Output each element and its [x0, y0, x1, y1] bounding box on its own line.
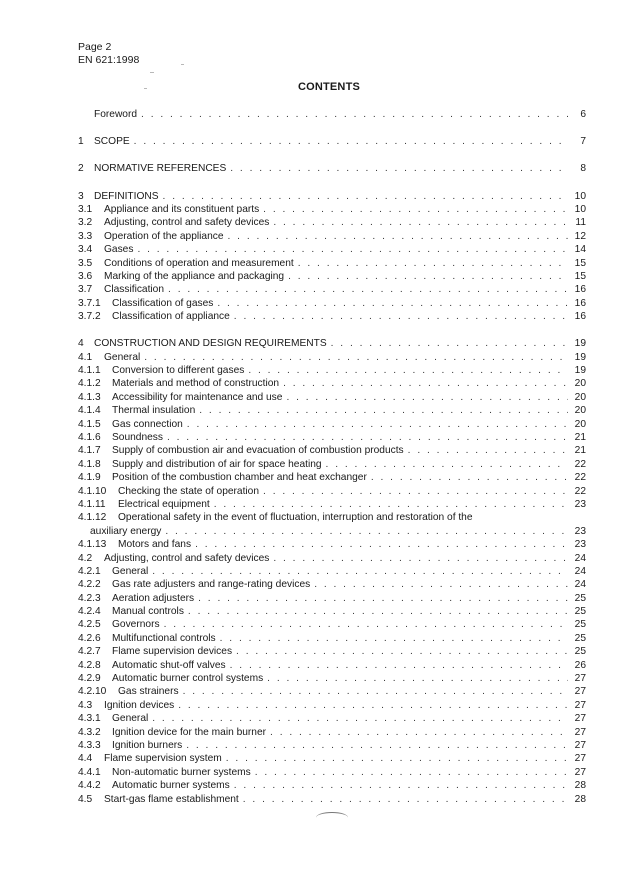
scan-speck — [150, 72, 154, 73]
toc-entry-number: 4.2.8 — [78, 659, 101, 671]
toc-entry-page: 28 — [574, 780, 586, 792]
toc-entry-page: 27 — [574, 766, 586, 778]
dot-leader — [255, 766, 568, 779]
dot-leader — [234, 779, 568, 792]
toc-entry-title: Flame supervision devices — [112, 646, 233, 658]
toc-entry-number: 4.1.9 — [78, 472, 101, 484]
toc-entry-number: 4.2.4 — [78, 606, 101, 618]
toc-entry — [78, 270, 586, 283]
toc-entry — [78, 391, 586, 404]
toc-entry-title: Soundness — [112, 432, 163, 443]
toc-entry-title: CONSTRUCTION AND DESIGN REQUIREMENTS — [94, 338, 327, 350]
toc-entry-page: 19 — [574, 351, 586, 363]
toc-entry-page: 23 — [574, 539, 586, 551]
toc-entry-page: 25 — [574, 646, 586, 658]
toc-entry-page: 20 — [574, 391, 586, 403]
toc-entry-title: Gases — [104, 244, 134, 256]
toc-entry-number: 3.7.1 — [78, 297, 101, 309]
toc-entry-number: 3.7 — [78, 284, 93, 296]
toc-entry-number: 4.1.2 — [78, 378, 101, 390]
toc-entry — [78, 739, 586, 752]
toc-entry — [78, 404, 586, 417]
toc-entry-page: 11 — [575, 217, 586, 229]
toc-entry-number: 1 — [78, 136, 84, 148]
toc-entry-page: 12 — [574, 230, 586, 242]
toc-entry-page: 24 — [574, 579, 586, 591]
toc-entry — [78, 538, 586, 551]
toc-entry-page: 24 — [574, 565, 586, 577]
toc-entry-title: Supply and distribution of air for space heating — [112, 458, 322, 470]
toc-entry-number: 4.2.2 — [78, 579, 101, 591]
dot-leader — [141, 108, 568, 121]
toc-entry-number: 4.3.3 — [78, 739, 101, 751]
toc-entry-number: 4.1.5 — [78, 418, 101, 430]
dot-leader — [187, 418, 568, 431]
dot-leader — [144, 351, 568, 364]
toc-entry — [78, 108, 586, 121]
toc-entry-number: 4.4.1 — [78, 766, 101, 778]
toc-entry — [78, 672, 586, 685]
toc-entry-number: 4.1.7 — [78, 445, 101, 457]
dot-leader — [288, 270, 568, 283]
toc-entry — [78, 135, 586, 148]
toc-entry — [78, 283, 586, 296]
toc-entry-page: 22 — [574, 472, 586, 484]
toc-entry — [78, 351, 586, 364]
toc-entry-title: Operational safety in the event of fluctuation, interruption and restoration of the — [118, 512, 473, 524]
dot-leader — [228, 230, 568, 243]
dot-leader — [167, 431, 568, 444]
toc-entry-title: auxiliary energy — [90, 525, 162, 537]
dot-leader — [198, 592, 568, 605]
toc-entry — [78, 257, 586, 270]
dot-leader — [270, 726, 568, 739]
toc-entry-page: 27 — [574, 726, 586, 738]
toc-entry-number: 4.2 — [78, 552, 93, 564]
toc-entry-title: Ignition burners — [112, 739, 183, 751]
toc-entry — [78, 712, 586, 725]
toc-entry — [78, 498, 586, 511]
toc-entry — [78, 203, 586, 216]
dot-leader — [283, 377, 568, 390]
toc-entry-number: 4.2.9 — [78, 673, 101, 685]
dot-leader — [186, 739, 568, 752]
dot-leader — [230, 659, 568, 672]
toc-entry — [78, 552, 586, 565]
toc-entry-number: 4.3 — [78, 699, 93, 711]
toc-entry-number: 3.3 — [78, 230, 93, 242]
toc-entry-page: 27 — [574, 739, 586, 751]
dot-leader — [183, 685, 568, 698]
toc-entry-number: 4.2.10 — [78, 686, 107, 698]
toc-entry-page: 19 — [574, 365, 586, 377]
toc-entry — [78, 377, 586, 390]
page-label: Page 2 — [78, 41, 112, 53]
toc-entry-title: Automatic burner control systems — [112, 673, 264, 685]
toc-entry-page: 27 — [574, 753, 586, 765]
toc-entry-title: Checking the state of operation — [118, 485, 260, 497]
toc-entry — [78, 699, 586, 712]
toc-entry-page: 22 — [574, 458, 586, 470]
toc-entry — [78, 659, 586, 672]
toc-entry-number: 3.4 — [78, 244, 93, 256]
dot-leader — [273, 552, 568, 565]
toc-entry-page: 27 — [574, 673, 586, 685]
toc-entry-page: 16 — [574, 297, 586, 309]
toc-entry — [78, 793, 586, 806]
dot-leader — [371, 471, 568, 484]
toc-entry-number: 4.2.6 — [78, 632, 101, 644]
toc-entry-title: Operation of the appliance — [104, 230, 224, 242]
toc-entry-title: Non-automatic burner systems — [112, 766, 251, 778]
toc-entry-number: 3.5 — [78, 257, 93, 269]
toc-entry-title: DEFINITIONS — [94, 190, 159, 202]
toc-entry — [78, 444, 586, 457]
toc-entry-number: 4.1.4 — [78, 405, 101, 417]
toc-entry — [78, 471, 586, 484]
table-of-contents — [78, 108, 586, 806]
toc-entry — [78, 511, 586, 524]
dot-leader — [217, 297, 568, 310]
dot-leader — [152, 712, 568, 725]
toc-entry-page: 23 — [574, 498, 586, 510]
page-header — [78, 41, 139, 67]
toc-entry-title: Multifunctional controls — [112, 632, 216, 644]
toc-entry-number: 4.4 — [78, 753, 93, 765]
toc-entry-number: 4.1.12 — [78, 512, 107, 524]
toc-entry-number: 4.3.2 — [78, 726, 101, 738]
toc-entry-title: Gas rate adjusters and range-rating devices — [112, 579, 311, 591]
toc-entry — [78, 752, 586, 765]
toc-entry-title: Appliance and its constituent parts — [104, 203, 260, 215]
toc-entry-number: 4.5 — [78, 793, 93, 805]
toc-entry-page: 15 — [574, 257, 586, 269]
toc-entry-title: Manual controls — [112, 606, 184, 618]
toc-entry-page: 23 — [574, 525, 586, 537]
toc-entry-title: Governors — [112, 619, 160, 631]
dot-leader — [163, 190, 568, 203]
toc-entry-number: 4.1.1 — [78, 365, 101, 377]
toc-entry-title: Foreword — [94, 109, 138, 120]
toc-entry-page: 6 — [580, 109, 586, 120]
toc-entry-title: Ignition device for the main burner — [112, 726, 267, 738]
toc-entry-page: 27 — [574, 699, 586, 711]
toc-entry-title: Aeration adjusters — [112, 592, 195, 604]
toc-entry-page: 19 — [574, 338, 586, 350]
dot-leader — [236, 645, 568, 658]
toc-entry-page: 8 — [580, 163, 586, 175]
toc-entry — [78, 230, 586, 243]
toc-entry-title: Classification of appliance — [112, 311, 230, 323]
toc-entry — [78, 726, 586, 739]
dot-leader — [168, 283, 568, 296]
toc-entry — [78, 190, 586, 203]
toc-entry-title: NORMATIVE REFERENCES — [94, 163, 227, 175]
toc-entry-page: 25 — [574, 592, 586, 604]
toc-entry-title: Gas strainers — [118, 686, 179, 698]
toc-entry-title: Materials and method of construction — [112, 378, 280, 390]
dot-leader — [243, 793, 568, 806]
dot-leader — [314, 578, 568, 591]
toc-entry-page: 21 — [574, 432, 586, 443]
toc-entry-title: Start-gas flame establishment — [104, 793, 239, 805]
toc-entry-page: 28 — [574, 793, 586, 805]
dot-leader — [298, 257, 568, 270]
toc-entry-title: Gas connection — [112, 418, 183, 430]
toc-entry-title: General — [112, 713, 149, 725]
toc-entry-page: 10 — [574, 203, 586, 215]
toc-entry-page: 20 — [574, 418, 586, 430]
toc-entry — [78, 418, 586, 431]
dot-leader — [137, 243, 568, 256]
toc-entry-number: 4.2.5 — [78, 619, 101, 631]
dot-leader — [273, 216, 568, 229]
dot-leader — [230, 162, 568, 175]
toc-entry-title: Thermal insulation — [112, 405, 196, 417]
toc-entry-page: 16 — [574, 311, 586, 323]
toc-entry-title: SCOPE — [94, 136, 130, 148]
dot-leader — [178, 699, 568, 712]
toc-entry-title: Adjusting, control and safety devices — [104, 552, 270, 564]
toc-entry — [78, 162, 586, 175]
toc-entry — [78, 216, 586, 229]
toc-entry-number: 4.4.2 — [78, 780, 101, 792]
toc-entry — [78, 605, 586, 618]
toc-entry — [78, 779, 586, 792]
toc-entry-page: 15 — [574, 270, 586, 282]
toc-entry-page: 27 — [574, 686, 586, 698]
toc-entry — [78, 592, 586, 605]
dot-leader — [263, 485, 568, 498]
toc-entry-number: 4.1.8 — [78, 458, 101, 470]
page-curl-mark — [316, 812, 348, 823]
toc-entry-title: General — [112, 565, 149, 577]
dot-leader — [263, 203, 568, 216]
toc-entry-page: 27 — [574, 713, 586, 725]
dot-leader — [267, 672, 568, 685]
toc-entry-title: Ignition devices — [104, 699, 175, 711]
dot-leader — [234, 310, 568, 323]
dot-leader — [408, 444, 568, 457]
toc-entry — [78, 458, 586, 471]
contents-title: CONTENTS — [297, 81, 361, 93]
toc-entry-page: 7 — [580, 136, 586, 148]
toc-entry-page: 22 — [574, 485, 586, 497]
toc-entry-title: Classification of gases — [112, 297, 214, 309]
toc-entry-title: Automatic shut-off valves — [112, 659, 226, 671]
toc-entry — [78, 685, 586, 698]
dot-leader — [220, 632, 568, 645]
toc-entry — [78, 337, 586, 350]
dot-leader — [248, 364, 568, 377]
toc-entry-title: Conversion to different gases — [112, 365, 245, 377]
toc-entry — [78, 618, 586, 631]
toc-entry-title: Automatic burner systems — [112, 780, 230, 792]
toc-entry-number: 3.7.2 — [78, 311, 101, 323]
toc-entry — [78, 297, 586, 310]
toc-entry-page: 26 — [574, 659, 586, 671]
toc-entry — [78, 766, 586, 779]
document-id: EN 621:1998 — [78, 54, 140, 66]
dot-leader — [188, 605, 568, 618]
dot-leader — [165, 525, 568, 538]
dot-leader — [226, 752, 568, 765]
toc-entry-number: 3.1 — [78, 203, 93, 215]
toc-entry — [78, 525, 586, 538]
toc-entry-title: Electrical equipment — [118, 498, 210, 510]
toc-entry-number: 4.3.1 — [78, 713, 101, 725]
dot-leader — [134, 135, 568, 148]
toc-entry-page: 20 — [574, 405, 586, 417]
toc-entry-page: 10 — [574, 190, 586, 202]
toc-entry-title: General — [104, 351, 141, 363]
dot-leader — [195, 538, 568, 551]
toc-entry-number: 4.1.10 — [78, 485, 107, 497]
toc-entry-title: Supply of combustion air and evacuation of combustion products — [112, 445, 404, 457]
toc-entry-number: 3.2 — [78, 217, 93, 229]
toc-entry — [78, 578, 586, 591]
toc-entry — [78, 364, 586, 377]
toc-entry-number: 4.1.13 — [78, 539, 107, 551]
toc-entry — [78, 485, 586, 498]
toc-entry-page: 14 — [574, 244, 586, 256]
dot-leader — [326, 458, 568, 471]
toc-entry-page: 16 — [574, 284, 586, 296]
dot-leader — [152, 565, 568, 578]
dot-leader — [286, 391, 568, 404]
dot-leader — [199, 404, 568, 417]
toc-entry — [78, 565, 586, 578]
toc-entry-title: Adjusting, control and safety devices — [104, 217, 270, 229]
toc-entry-page: 25 — [574, 619, 586, 631]
toc-entry-title: Position of the combustion chamber and heat exchanger — [112, 472, 367, 484]
toc-entry — [78, 431, 586, 444]
toc-entry-number: 4.1.11 — [78, 498, 106, 510]
toc-entry-title: Conditions of operation and measurement — [104, 257, 294, 269]
toc-entry-number: 4.1.3 — [78, 391, 101, 403]
toc-entry-title: Flame supervision system — [104, 753, 222, 765]
toc-entry — [78, 243, 586, 256]
toc-entry-page: 25 — [574, 632, 586, 644]
toc-entry-title: Motors and fans — [118, 539, 192, 551]
toc-entry-page: 21 — [574, 445, 586, 457]
toc-entry-page: 20 — [574, 378, 586, 390]
toc-entry-number: 4.1 — [78, 351, 93, 363]
toc-entry — [78, 632, 586, 645]
dot-leader — [164, 618, 568, 631]
toc-entry-number: 4 — [78, 338, 84, 350]
toc-entry-title: Accessibility for maintenance and use — [112, 391, 283, 403]
dot-leader — [331, 337, 568, 350]
dot-leader — [214, 498, 568, 511]
toc-entry-number: 3 — [78, 190, 84, 202]
toc-entry-page: 25 — [574, 606, 586, 618]
toc-entry-title: Classification — [104, 284, 165, 296]
toc-entry-number: 4.2.3 — [78, 592, 101, 604]
toc-entry-number: 4.2.7 — [78, 646, 101, 658]
toc-entry — [78, 645, 586, 658]
toc-entry — [78, 310, 586, 323]
toc-entry-number: 4.1.6 — [78, 432, 101, 443]
toc-entry-number: 2 — [78, 163, 84, 175]
toc-entry-page: 24 — [574, 552, 586, 564]
toc-entry-number: 3.6 — [78, 270, 93, 282]
toc-entry-title: Marking of the appliance and packaging — [104, 270, 285, 282]
toc-entry-number: 4.2.1 — [78, 565, 101, 577]
scan-speck — [181, 64, 184, 65]
